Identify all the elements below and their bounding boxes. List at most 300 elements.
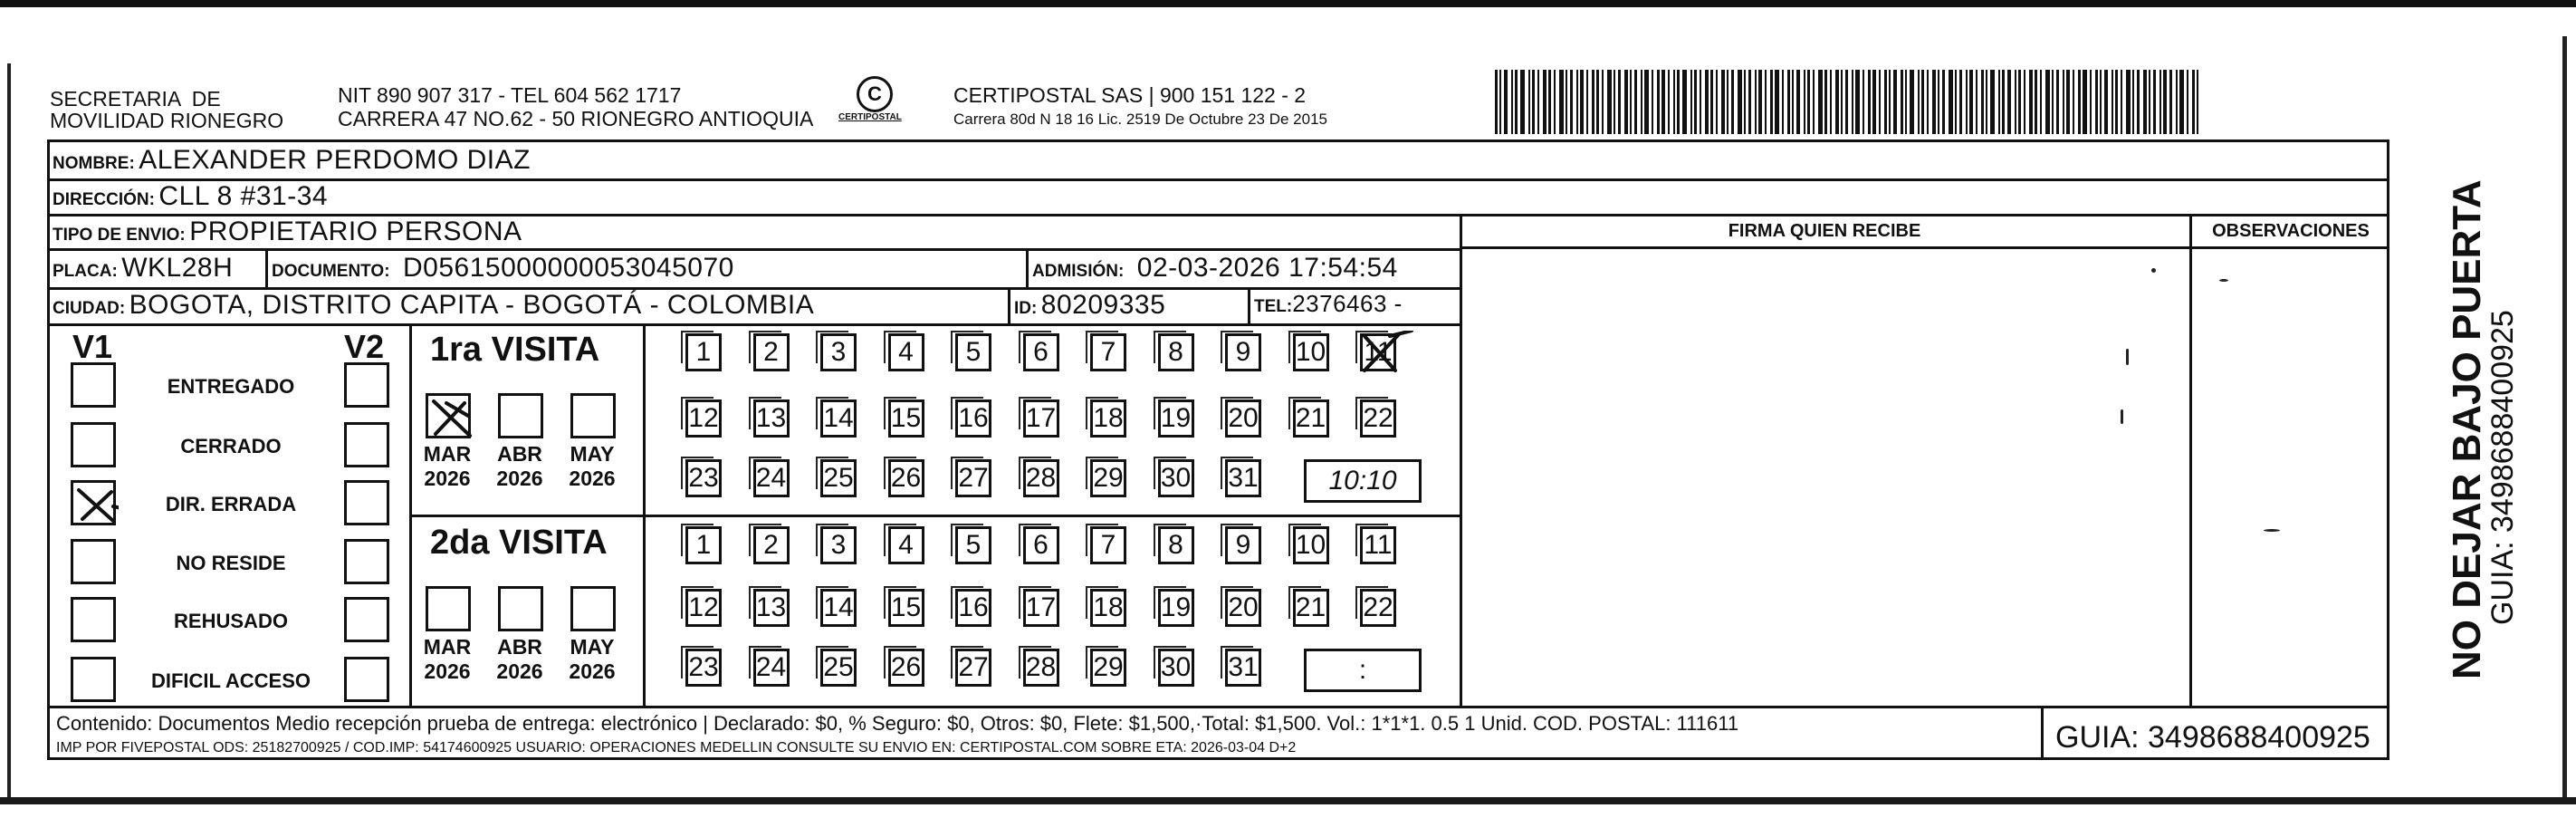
visit2-day-9[interactable]: 9 (1225, 526, 1261, 564)
barcode-bar (2024, 70, 2025, 134)
month-year: 2026 (569, 659, 616, 683)
scan-speck (2264, 529, 2280, 532)
tipo-envio-row (53, 217, 522, 247)
tel-rule (1248, 287, 1250, 323)
barcode-bar (1845, 70, 1848, 134)
barcode-bar (1543, 70, 1547, 134)
documento-label: DOCUMENTO: (272, 262, 390, 281)
visit1-month-label (485, 442, 554, 491)
visit2-day-29[interactable]: 29 (1090, 649, 1126, 687)
sender-line-2: MOVILIDAD RIONEGRO (50, 109, 284, 132)
barcode-bar (2149, 70, 2150, 134)
barcode-bar (2063, 70, 2064, 134)
barcode-bar (2015, 70, 2016, 134)
visit1-month-label (413, 442, 482, 491)
barcode-bar (1630, 70, 1632, 134)
scan-right-edge (2562, 36, 2567, 797)
barcode-bar (1705, 70, 1709, 134)
v2-checkbox[interactable] (344, 422, 389, 467)
placa-cell (53, 253, 233, 284)
barcode-bar (2090, 70, 2092, 134)
barcode-bar (2066, 70, 2070, 134)
status-visit-rule (409, 323, 412, 706)
certipostal-logo-icon: C (857, 76, 893, 112)
barcode-bar (1855, 70, 1860, 134)
visit1-title: 1ra VISITA (430, 331, 600, 369)
visit1-month-checkbox[interactable] (498, 393, 543, 438)
placa-doc-rule (265, 248, 268, 287)
documento-cell (272, 253, 734, 284)
visit1-day-4[interactable]: 4 (888, 333, 924, 371)
visit1-day-25[interactable]: 25 (820, 459, 857, 497)
sender-line-1: SECRETARIA DE (50, 87, 221, 111)
barcode-bar (2115, 70, 2118, 134)
barcode-bar (1755, 70, 1757, 134)
visit2-day-12[interactable]: 12 (685, 589, 722, 627)
visit1-month-label (558, 442, 627, 491)
id-cell (1014, 290, 1165, 321)
tipo-envio-value: PROPIETARIO PERSONA (189, 217, 522, 246)
status-option-label: ENTREGADO (167, 375, 295, 398)
visit1-day-27[interactable]: 27 (955, 459, 991, 497)
visit1-day-22[interactable]: 22 (1360, 399, 1396, 438)
visit1-day-9[interactable]: 9 (1225, 333, 1261, 371)
v2-checkbox[interactable] (344, 362, 389, 408)
barcode-bar (1515, 70, 1518, 134)
barcode-bar (1495, 70, 1498, 134)
barcode-bar (2100, 70, 2102, 134)
barcode-bar (2169, 70, 2172, 134)
v2-checkbox[interactable] (344, 539, 389, 584)
visit1-day-17[interactable]: 17 (1023, 399, 1059, 438)
barcode-bar (1504, 70, 1508, 134)
barcode-bar (1596, 70, 1599, 134)
barcode-bar (1942, 70, 1945, 134)
barcode-bar (1710, 70, 1713, 134)
barcode-bar (2126, 70, 2131, 134)
barcode-bar (1727, 70, 1729, 134)
barcode-bar (1775, 70, 1779, 134)
visit2-day-19[interactable]: 19 (1158, 589, 1194, 627)
barcode-bar (1824, 70, 1827, 134)
barcode-bar (1796, 70, 1800, 134)
barcode-bar (1738, 70, 1742, 134)
visit1-time-box[interactable]: 10:10 (1304, 459, 1422, 503)
barcode-bar (1938, 70, 1939, 134)
tel-cell (1254, 290, 1403, 318)
visit1-day-7[interactable]: 7 (1090, 333, 1126, 371)
barcode-bar (1868, 70, 1871, 134)
scan-left-edge (7, 63, 11, 797)
visit2-day-31[interactable]: 31 (1225, 649, 1261, 687)
logo-caption: CERTIPOSTAL (838, 112, 902, 122)
barcode-bar (1607, 70, 1612, 134)
barcode-bar (2056, 70, 2059, 134)
visit1-day-1[interactable]: 1 (685, 333, 722, 371)
visit1-day-20[interactable]: 20 (1225, 399, 1261, 438)
barcode-bar (2040, 70, 2042, 134)
barcode-bar (1537, 70, 1539, 134)
barcode-bar (1949, 70, 1953, 134)
visit2-day-24[interactable]: 24 (753, 649, 790, 687)
barcode-bar (1700, 70, 1701, 134)
barcode-bar (1748, 70, 1751, 134)
visit2-day-16[interactable]: 16 (955, 589, 991, 627)
visit2-month-label (558, 635, 627, 684)
status-option-label: DIFICIL ACCESO (150, 669, 311, 692)
barcode-bar (1602, 70, 1604, 134)
id-value: 80209335 (1040, 290, 1166, 320)
barcode-bar (2002, 70, 2005, 134)
barcode-bar (2159, 70, 2161, 134)
barcode-bar (1661, 70, 1665, 134)
barcode-bar (2197, 70, 2198, 134)
barcode-bar (1528, 70, 1530, 134)
barcode-bar (2007, 70, 2011, 134)
visit1-day-26[interactable]: 26 (888, 459, 924, 497)
v1-header: V1 (72, 328, 113, 365)
direccion-row (53, 181, 328, 212)
check-mark-icon (428, 396, 474, 441)
month-year: 2026 (496, 659, 543, 683)
visit2-month-label (413, 635, 482, 684)
firma-header-rule (1460, 246, 2389, 249)
admision-value: 02-03-2026 17:54:54 (1136, 253, 1398, 283)
barcode-bar (2095, 70, 2098, 134)
nombre-label: NOMBRE: (53, 154, 135, 173)
barcode-bar (1872, 70, 1876, 134)
visit1-day-30[interactable]: 30 (1158, 459, 1194, 497)
barcode-bar (1905, 70, 1907, 134)
barcode-bar (1927, 70, 1929, 134)
barcode-bar (1694, 70, 1697, 134)
barcode-bar (1998, 70, 2000, 134)
visit2-day-6[interactable]: 6 (1023, 526, 1059, 564)
day-number: 11 (1364, 337, 1393, 367)
placa-value: WKL28H (121, 253, 234, 283)
ciudad-cell (53, 290, 814, 321)
visit1-day-6[interactable]: 6 (1023, 333, 1059, 371)
barcode-bar (1520, 70, 1525, 134)
barcode-bar (1677, 70, 1680, 134)
visit2-day-10[interactable]: 10 (1293, 526, 1329, 564)
barcode-bar (2104, 70, 2108, 134)
guia-box-rule (2041, 706, 2044, 760)
visit1-day-19[interactable]: 19 (1158, 399, 1194, 438)
no-dejar-warning: NO DEJAR BAJO PUERTA (2445, 179, 2489, 679)
visit2-day-5[interactable]: 5 (955, 526, 991, 564)
barcode-bar (2132, 70, 2134, 134)
footer-imp-line: IMP POR FIVEPOSTAL ODS: 25182700925 / COD.IMP: 54174600925 USUARIO: OPERACIONES MEDELLIN CONSULTE SU ENVIO EN: CERTIPOSTAL.COM SOBRE ETA: 2026-03-04 D+2 (56, 740, 1297, 755)
visit2-day-28[interactable]: 28 (1023, 649, 1059, 687)
visit2-day-14[interactable]: 14 (820, 589, 857, 627)
barcode-bar (1969, 70, 1973, 134)
barcode-bar (2153, 70, 2156, 134)
scan-speck (2126, 349, 2129, 365)
barcode-bar (1576, 70, 1578, 134)
visit2-day-11[interactable]: 11 (1360, 526, 1396, 564)
barcode-bar (1690, 70, 1692, 134)
row-rule-3 (47, 248, 1460, 251)
v2-checkbox[interactable] (344, 597, 389, 642)
barcode-bar (1787, 70, 1790, 134)
visit2-day-30[interactable]: 30 (1158, 649, 1194, 687)
scan-border-top (0, 0, 2576, 7)
barcode-bar (1884, 70, 1887, 134)
barcode-bar (2163, 70, 2167, 134)
admision-label: ADMISIÓN: (1032, 262, 1125, 281)
visit2-day-25[interactable]: 25 (820, 649, 857, 687)
visit2-day-22[interactable]: 22 (1360, 589, 1396, 627)
visit1-day-15[interactable]: 15 (888, 399, 924, 438)
barcode-bar (1830, 70, 1832, 134)
visit1-day-21[interactable]: 21 (1293, 399, 1329, 438)
visit1-day-10[interactable]: 10 (1293, 333, 1329, 371)
visit2-day-13[interactable]: 13 (753, 589, 790, 627)
barcode-bar (1765, 70, 1767, 134)
month-year: 2026 (424, 659, 471, 683)
barcode-bar (1570, 70, 1573, 134)
barcode-bar (2045, 70, 2050, 134)
documento-value: D056150000000530450​70 (403, 253, 734, 283)
visit1-day-23[interactable]: 23 (685, 459, 722, 497)
visit2-day-17[interactable]: 17 (1023, 589, 1059, 627)
barcode-bar (1879, 70, 1881, 134)
v1-checkbox[interactable] (71, 362, 116, 408)
visit-divider-rule (409, 515, 1460, 517)
barcode-bar (2073, 70, 2074, 134)
barcode-bar (1559, 70, 1564, 134)
visit1-day-8[interactable]: 8 (1158, 333, 1194, 371)
firma-label: FIRMA QUIEN RECIBE (1728, 221, 1921, 241)
barcode-bar (1813, 70, 1815, 134)
month-name: MAR (423, 635, 472, 659)
barcode-bar (1566, 70, 1567, 134)
barcode-bar (2018, 70, 2021, 134)
barcode-bar (1721, 70, 1725, 134)
barcode-bar (1976, 70, 1977, 134)
barcode-bar (1990, 70, 1995, 134)
visit1-day-12[interactable]: 12 (685, 399, 722, 438)
check-mark-icon (73, 483, 119, 528)
status-option-label: REHUSADO (174, 610, 288, 632)
visit2-day-7[interactable]: 7 (1090, 526, 1126, 564)
barcode-bar (2029, 70, 2033, 134)
firma-left-rule (1460, 214, 1462, 707)
barcode-bar (1959, 70, 1962, 134)
barcode-bar (1986, 70, 1987, 134)
address-line: CARRERA 47 NO.62 - 50 RIONEGRO ANTIOQUIA (338, 107, 814, 130)
barcode-bar (2192, 70, 2195, 134)
month-year: 2026 (569, 467, 616, 490)
direccion-label: DIRECCIÓN: (53, 190, 155, 209)
row-rule-5 (47, 323, 1460, 326)
barcode-bar (1716, 70, 1718, 134)
visit1-day-28[interactable]: 28 (1023, 459, 1059, 497)
visit1-day-31[interactable]: 31 (1225, 459, 1261, 497)
barcode-bar (1634, 70, 1637, 134)
v2-checkbox[interactable] (344, 480, 389, 525)
barcode-bar (1852, 70, 1853, 134)
month-name: MAY (570, 442, 615, 466)
visit1-day-2[interactable]: 2 (753, 333, 790, 371)
visit1-day-11[interactable] (1360, 333, 1396, 371)
id-label: ID: (1014, 299, 1038, 318)
barcode-bar (2035, 70, 2037, 134)
barcode (1495, 70, 2211, 134)
ciudad-value: BOGOTA, DISTRITO CAPITA - BOGOTÁ - COLOMBIA (129, 290, 815, 320)
barcode-bar (1807, 70, 1810, 134)
barcode-bar (1682, 70, 1687, 134)
barcode-bar (2176, 70, 2178, 134)
barcode-bar (2083, 70, 2087, 134)
visit1-day-16[interactable]: 16 (955, 399, 991, 438)
v1-checkbox[interactable] (71, 539, 116, 584)
barcode-bar (1614, 70, 1615, 134)
visit1-month-checkbox[interactable] (426, 393, 471, 438)
barcode-bar (1758, 70, 1762, 134)
row-rule-1 (47, 178, 2389, 181)
visit1-day-13[interactable]: 13 (753, 399, 790, 438)
barcode-bar (1770, 70, 1773, 134)
barcode-bar (1955, 70, 1957, 134)
visit1-day-29[interactable]: 29 (1090, 459, 1126, 497)
visit1-day-18[interactable]: 18 (1090, 399, 1126, 438)
visit1-month-checkbox[interactable] (570, 393, 616, 438)
barcode-bar (1548, 70, 1551, 134)
visit2-month-checkbox[interactable] (498, 586, 543, 631)
v1-checkbox[interactable] (71, 657, 116, 702)
nombre-value: ALEXANDER PERDOMO DIAZ (139, 145, 531, 175)
tel-value: 2376463 - (1292, 290, 1403, 317)
barcode-bar (2121, 70, 2122, 134)
obs-left-rule (2189, 214, 2192, 707)
license-line: Carrera 80d N 18 16 Lic. 2519 De Octubre 23 De 2015 (953, 111, 1327, 128)
visit2-day-1[interactable]: 1 (685, 526, 722, 564)
visit2-month-checkbox[interactable] (426, 586, 471, 631)
tipo-envio-label: TIPO DE ENVIO: (53, 226, 186, 245)
visit2-time-box[interactable]: : (1304, 649, 1422, 692)
barcode-bar (1893, 70, 1897, 134)
visit1-day-5[interactable]: 5 (955, 333, 991, 371)
barcode-bar (1981, 70, 1984, 134)
barcode-bar (1792, 70, 1794, 134)
barcode-bar (2187, 70, 2188, 134)
visit2-day-27[interactable]: 27 (955, 649, 991, 687)
barcode-bar (1910, 70, 1914, 134)
barcode-bar (1932, 70, 1936, 134)
month-name: ABR (497, 442, 542, 466)
visit2-day-2[interactable]: 2 (753, 526, 790, 564)
footer-rule (47, 706, 2389, 708)
visit2-day-26[interactable]: 26 (888, 649, 924, 687)
v2-checkbox[interactable] (344, 657, 389, 702)
barcode-bar (1499, 70, 1501, 134)
nombre-row (53, 145, 531, 176)
visit2-day-21[interactable]: 21 (1293, 589, 1329, 627)
admision-rule (1026, 248, 1029, 287)
barcode-bar (1804, 70, 1805, 134)
admision-cell (1032, 253, 1398, 284)
visit1-day-24[interactable]: 24 (753, 459, 790, 497)
barcode-bar (2112, 70, 2113, 134)
v2-header: V2 (344, 328, 385, 365)
barcode-bar (1921, 70, 1924, 134)
barcode-bar (1644, 70, 1649, 134)
footer-content-line: Contenido: Documentos Medio recepción prueba de entrega: electrónico | Declarado: $0, % Seguro: $0, Otros: $0, Flete: $1,500,·Total: $1,500. Vol.: 1*1*1. 0.5 1 Unid. COD. POSTAL: 111611 (56, 712, 1739, 735)
barcode-bar (1618, 70, 1621, 134)
observaciones-label: OBSERVACIONES (2212, 221, 2370, 241)
v1-checkbox[interactable] (71, 422, 116, 467)
visit2-month-checkbox[interactable] (570, 586, 616, 631)
direccion-value: CLL 8 #31-34 (158, 181, 329, 211)
month-year: 2026 (496, 467, 543, 490)
visit1-day-3[interactable]: 3 (820, 333, 857, 371)
barcode-bar (1841, 70, 1843, 134)
check-mark-icon (1359, 331, 1413, 376)
visit2-day-23[interactable]: 23 (685, 649, 722, 687)
scan-border-bottom (0, 797, 2576, 804)
status-option-label: NO RESIDE (176, 552, 286, 574)
barcode-bar (1966, 70, 1968, 134)
visit2-day-15[interactable]: 15 (888, 589, 924, 627)
visit2-day-18[interactable]: 18 (1090, 589, 1126, 627)
scan-speck (2219, 279, 2228, 282)
month-name: MAY (570, 635, 615, 659)
barcode-bar (1554, 70, 1556, 134)
visit2-day-8[interactable]: 8 (1158, 526, 1194, 564)
barcode-bar (1641, 70, 1642, 134)
placa-label: PLACA: (53, 262, 118, 281)
status-option-label: CERRADO (180, 435, 282, 457)
visit2-title: 2da VISITA (430, 524, 608, 562)
barcode-bar (1835, 70, 1839, 134)
side-guia: GUIA: 3498688400925 (2485, 310, 2520, 625)
guia-box: GUIA: 3498688400925 (2055, 720, 2370, 755)
status-option-label: DIR. ERRADA (165, 493, 297, 515)
barcode-bar (1673, 70, 1675, 134)
v1-checkbox[interactable] (71, 480, 116, 525)
barcode-bar (1782, 70, 1784, 134)
tel-label: TEL: (1254, 297, 1293, 316)
barcode-bar (1668, 70, 1670, 134)
barcode-bar (1592, 70, 1594, 134)
barcode-bar (1511, 70, 1513, 134)
month-year: 2026 (424, 467, 471, 490)
barcode-bar (1918, 70, 1920, 134)
v1-checkbox[interactable] (71, 597, 116, 642)
barcode-bar (1580, 70, 1584, 134)
barcode-bar (1657, 70, 1660, 134)
barcode-bar (1731, 70, 1734, 134)
barcode-bar (1863, 70, 1864, 134)
scan-speck (2151, 268, 2156, 273)
side-panel (2390, 154, 2535, 698)
visit2-day-4[interactable]: 4 (888, 526, 924, 564)
barcode-bar (2052, 70, 2054, 134)
visit2-day-3[interactable]: 3 (820, 526, 857, 564)
visit2-day-20[interactable]: 20 (1225, 589, 1261, 627)
barcode-bar (1889, 70, 1891, 134)
barcode-bar (1586, 70, 1588, 134)
scan-speck (2121, 409, 2123, 424)
barcode-bar (2143, 70, 2147, 134)
barcode-bar (2137, 70, 2140, 134)
barcode-bar (1744, 70, 1746, 134)
barcode-bar (1532, 70, 1535, 134)
barcode-bar (1818, 70, 1823, 134)
visit1-day-14[interactable]: 14 (820, 399, 857, 438)
